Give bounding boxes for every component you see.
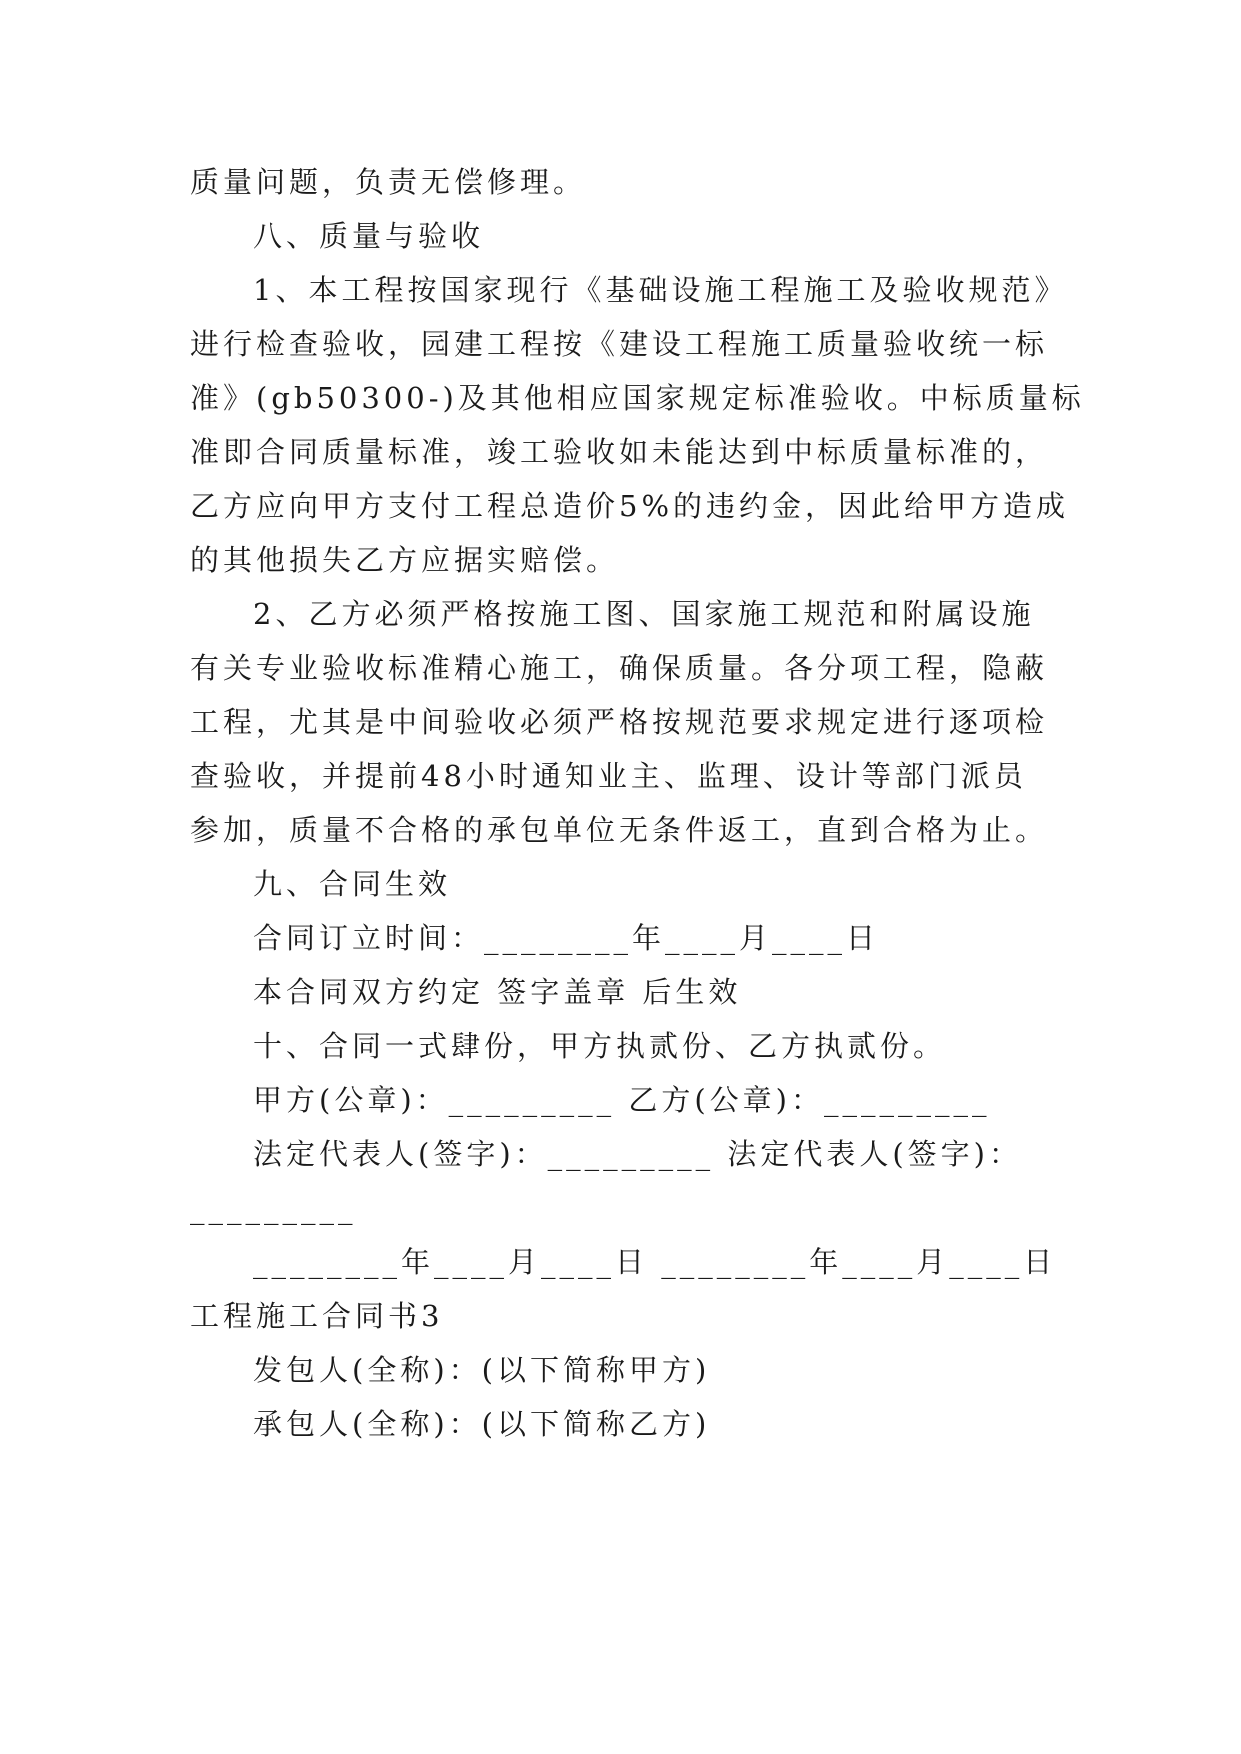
paragraph-line: 参加，质量不合格的承包单位无条件返工，直到合格为止。 bbox=[190, 813, 1049, 847]
representative-signature-line: 法定代表人(签字)：_________ 法定代表人(签字)： bbox=[253, 1137, 1022, 1171]
paragraph-line: 1、本工程按国家现行《基础设施工程施工及验收规范》 bbox=[253, 273, 1068, 307]
paragraph-line: 查验收，并提前48小时通知业主、监理、设计等部门派员 bbox=[190, 759, 1027, 793]
paragraph-line: 准即合同质量标准，竣工验收如未能达到中标质量标准的， bbox=[190, 435, 1049, 469]
paragraph-line: 工程，尤其是中间验收必须严格按规范要求规定进行逐项检 bbox=[190, 705, 1049, 739]
paragraph-line: 进行检查验收，园建工程按《建设工程施工质量验收统一标 bbox=[190, 327, 1049, 361]
party-seal-line: 甲方(公章)：_________ 乙方(公章)：_________ bbox=[253, 1083, 991, 1117]
section-heading: 八、质量与验收 bbox=[253, 219, 485, 253]
paragraph-line: 有关专业验收标准精心施工，确保质量。各分项工程，隐蔽 bbox=[190, 651, 1049, 685]
signature-blank: _________ bbox=[190, 1191, 357, 1225]
contract-date-line: 合同订立时间：________年____月____日 bbox=[253, 921, 880, 955]
employer-line: 发包人(全称)：(以下简称甲方) bbox=[253, 1353, 711, 1387]
paragraph-line: 准》(gb50300-)及其他相应国家规定标准验收。中标质量标 bbox=[190, 381, 1085, 415]
paragraph-line: 的其他损失乙方应据实赔偿。 bbox=[190, 543, 620, 577]
paragraph-line: 2、乙方必须严格按施工图、国家施工规范和附属设施 bbox=[253, 597, 1035, 631]
contractor-line: 承包人(全称)：(以下简称乙方) bbox=[253, 1407, 711, 1441]
paragraph-line: 质量问题，负责无偿修理。 bbox=[190, 165, 587, 199]
document-title: 工程施工合同书3 bbox=[190, 1299, 444, 1333]
section-heading: 十、合同一式肆份，甲方执贰份、乙方执贰份。 bbox=[253, 1029, 947, 1063]
section-heading: 九、合同生效 bbox=[253, 867, 452, 901]
paragraph-line: 本合同双方约定 签字盖章 后生效 bbox=[253, 975, 742, 1009]
paragraph-line: 乙方应向甲方支付工程总造价5%的违约金，因此给甲方造成 bbox=[190, 489, 1070, 523]
signing-date-line: ________年____月____日 ________年____月____日 bbox=[253, 1245, 1057, 1279]
